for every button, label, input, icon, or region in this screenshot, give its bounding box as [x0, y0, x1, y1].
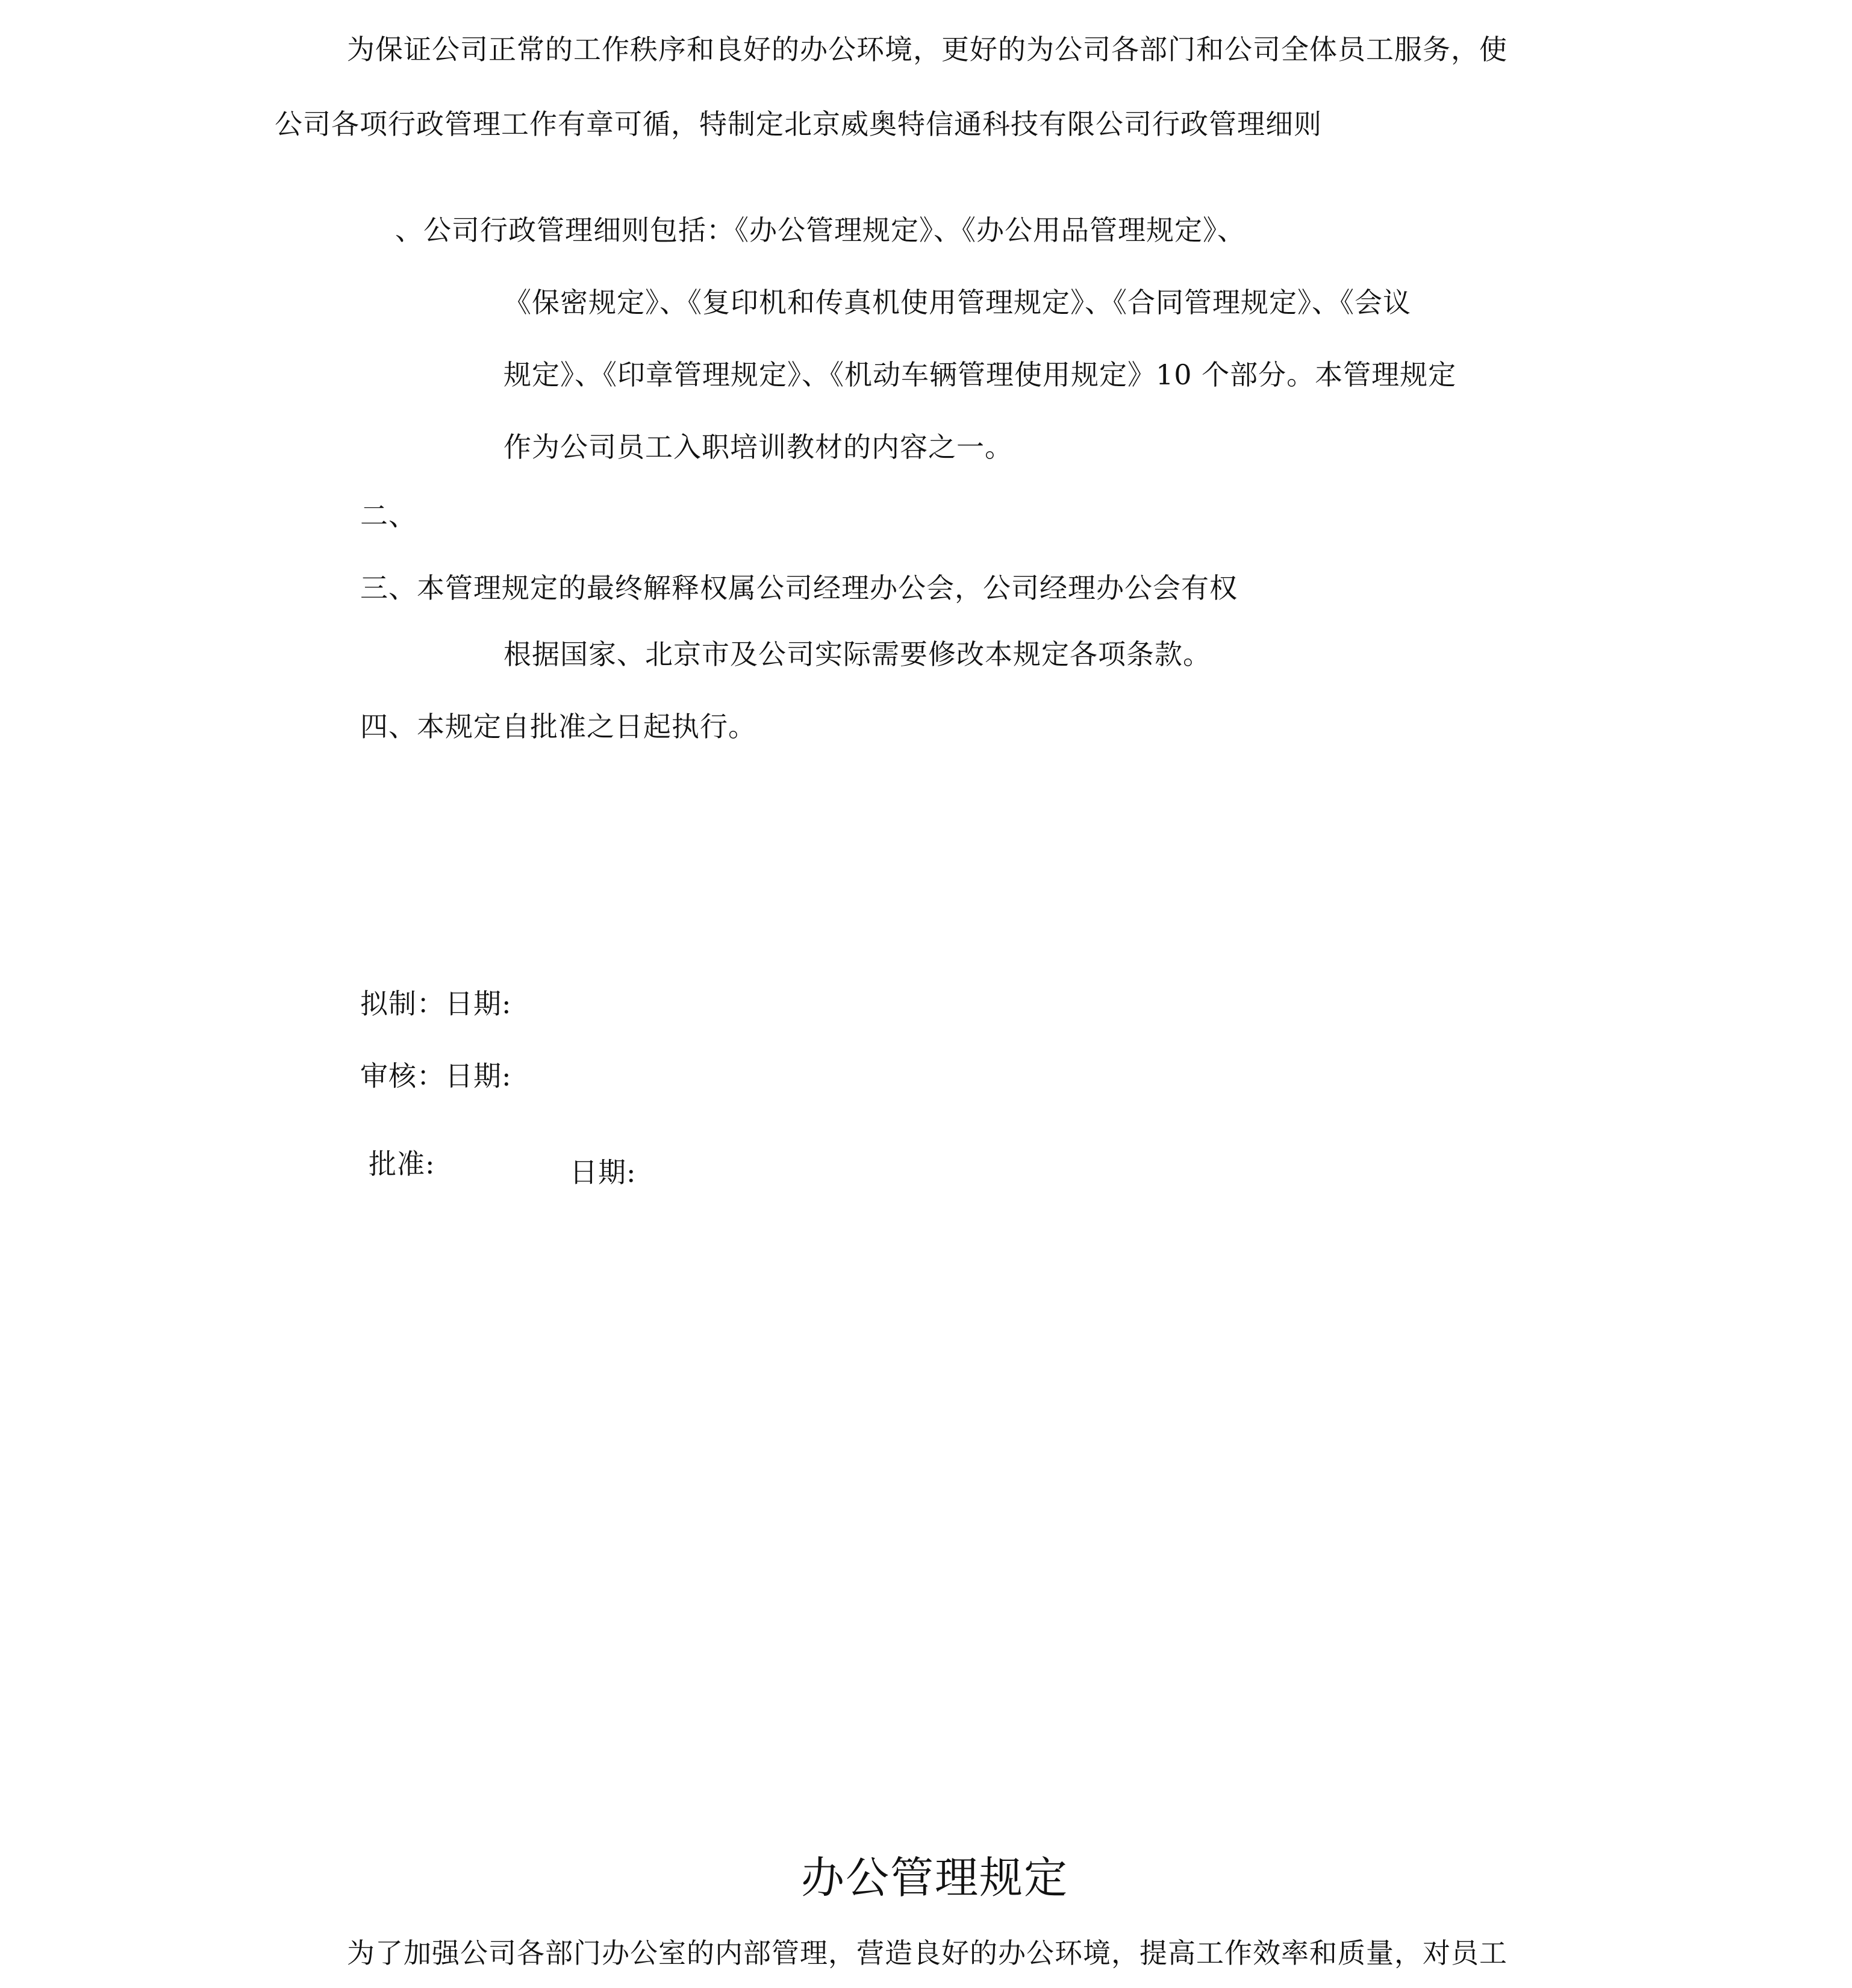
section-title: 办公管理规定 [801, 1852, 1069, 1903]
item2-line: 二、 [360, 499, 417, 532]
signature-reviewed: 审核：日期: [360, 1060, 512, 1092]
item3-line-1: 三、本管理规定的最终解释权属公司经理办公会，公司经理办公会有权 [360, 572, 1238, 604]
intro-line-2: 公司各项行政管理工作有章可循，特制定北京威奥特信通科技有限公司行政管理细则 [275, 108, 1322, 140]
signature-approved-date: 日期: [570, 1156, 637, 1189]
item3-line-2: 根据国家、北京市及公司实际需要修改本规定各项条款。 [504, 638, 1211, 670]
item1-line-2: 《保密规定》、《复印机和传真机使用管理规定》、《合同管理规定》、《会议 [504, 286, 1411, 319]
item1-line-4: 作为公司员工入职培训教材的内容之一。 [504, 431, 1013, 463]
item1-line-3: 规定》、《印章管理规定》、《机动车辆管理使用规定》10 个部分。本管理规定 [504, 358, 1457, 391]
signature-drafted: 拟制：日期: [360, 987, 512, 1020]
intro-line-1: 为保证公司正常的工作秩序和良好的办公环境，更好的为公司各部门和公司全体员工服务，使 [347, 33, 1507, 66]
section-first-line: 为了加强公司各部门办公室的内部管理，营造良好的办公环境，提高工作效率和质量，对员工 [347, 1937, 1507, 1969]
item1-line-1: 、公司行政管理细则包括：《办公管理规定》、《办公用品管理规定》、 [395, 214, 1246, 246]
signature-approved-label: 批准: [369, 1148, 435, 1180]
item4-line: 四、本规定自批准之日起执行。 [360, 710, 756, 743]
